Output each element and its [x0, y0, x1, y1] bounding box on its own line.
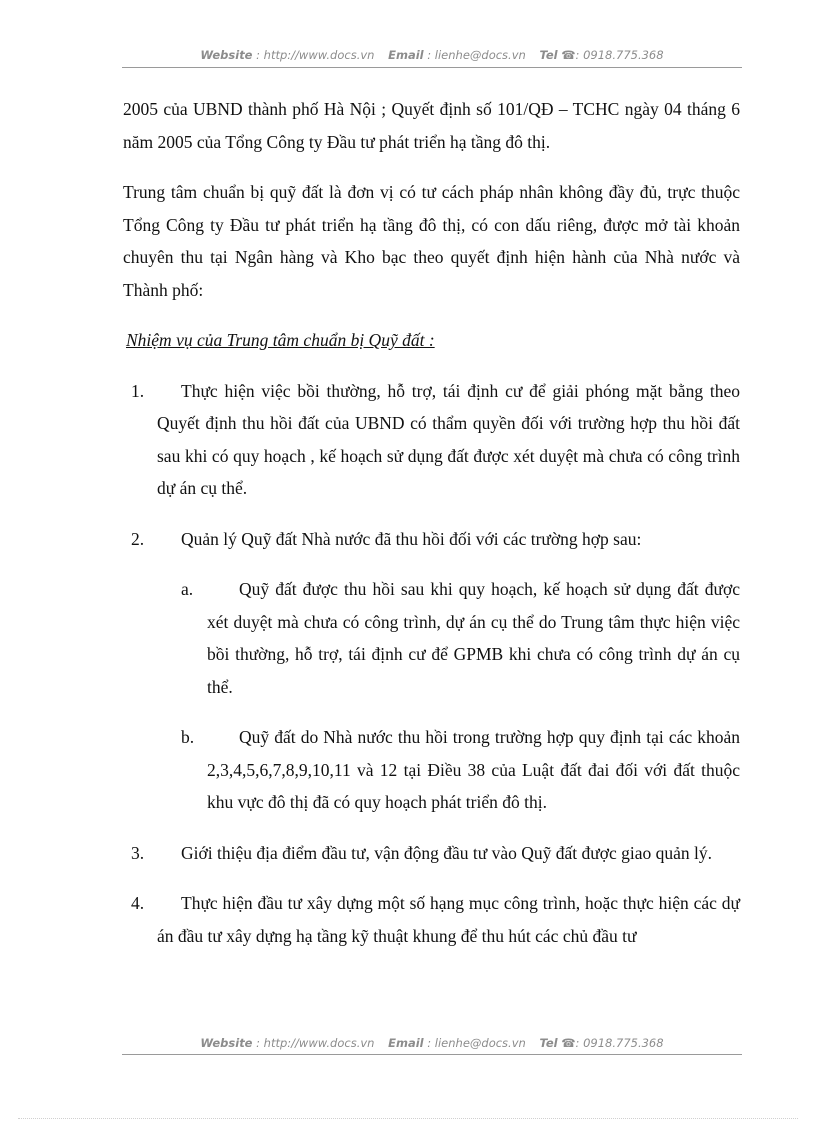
list-item — [123, 523, 740, 556]
list-item-number: 1. — [131, 380, 145, 401]
header-website-label: Website — [200, 48, 253, 62]
sub-list-item-letter: b. — [181, 727, 195, 747]
footer-email-label: Email — [388, 1036, 424, 1050]
page-header — [122, 48, 742, 62]
list-item — [123, 837, 740, 870]
paragraph-center-description: Trung tâm chuẩn bị quỹ đất là đơn vị có tư cách pháp nhân không đầy đủ, trực thuộc Tổng Công ty Đầu tư phát triển hạ tầng đô thị, có con dấu riêng, được mở tài khoản chuyên thu tại Ngân hàng và Kho bạc theo quyết định hiện hành của Nhà nước và Thành phố: — [123, 182, 740, 300]
header-email-label: Email — [388, 48, 424, 62]
footer-tel-label: Tel — [539, 1036, 558, 1050]
footer-website-label: Website — [200, 1036, 253, 1050]
page-bottom-edge — [18, 1118, 798, 1119]
sub-list-item — [123, 573, 740, 703]
list-item — [123, 887, 740, 952]
sub-list-item — [123, 721, 740, 819]
header-email-value: : lienhe@docs.vn — [427, 48, 526, 62]
list-item-text: Thực hiện việc bồi thường, hỗ trợ, tái định cư để giải phóng mặt bằng theo Quyết định thu hồi đất của UBND có thẩm quyền đối với trường hợp thu hồi đất sau khi có quy hoạch , kế hoạch sử dụng đất được xét duyệt mà chưa có công trình dự án cụ thể. — [157, 380, 740, 498]
sub-list-item-letter: a. — [181, 579, 194, 599]
sub-list-item-text: Quỹ đất được thu hồi sau khi quy hoạch, kế hoạch sử dụng đất được xét duyệt mà chưa có công trình, dự án cụ thể do Trung tâm thực hiện việc bồi thường, hỗ trợ, tái định cư để GPMB khi chưa có công trình dự án cụ thể. — [207, 579, 740, 697]
section-heading: Nhiệm vụ của Trung tâm chuẩn bị Quỹ đất : — [126, 330, 435, 350]
list-item-text: Quản lý Quỹ đất Nhà nước đã thu hồi đối với các trường hợp sau: — [181, 528, 642, 549]
list-item-number: 3. — [131, 842, 145, 863]
footer-website-value: : http://www.docs.vn — [256, 1036, 375, 1050]
header-tel-label: Tel — [539, 48, 558, 62]
footer-divider — [122, 1054, 742, 1055]
list-item — [123, 375, 740, 505]
header-website-value: : http://www.docs.vn — [256, 48, 375, 62]
page-footer — [122, 1036, 742, 1050]
list-item-number: 2. — [131, 528, 145, 549]
paragraph-intro: 2005 của UBND thành phố Hà Nội ; Quyết định số 101/QĐ – TCHC ngày 04 tháng 6 năm 2005 của Tổng Công ty Đầu tư phát triển hạ tầng đô thị. — [123, 99, 740, 152]
document-body — [123, 93, 740, 952]
list-item-number: 4. — [131, 893, 145, 913]
footer-tel-value: ☎: 0918.775.368 — [561, 1036, 664, 1050]
list-item-text: Giới thiệu địa điểm đầu tư, vận động đầu tư vào Quỹ đất được giao quản lý. — [181, 842, 713, 863]
list-item-text: Thực hiện đầu tư xây dựng một số hạng mục công trình, hoặc thực hiện các dự án đầu tư xây dựng hạ tầng kỹ thuật khung để thu hút các chủ đầu tư — [157, 893, 740, 946]
sub-list-item-text: Quỹ đất do Nhà nước thu hồi trong trường hợp quy định tại các khoản 2,3,4,5,6,7,8,9,10,11 và 12 tại Điều 38 của Luật đất đai đối với đất thuộc khu vực đô thị đã có quy hoạch phát triển đô thị. — [207, 727, 740, 812]
footer-email-value: : lienhe@docs.vn — [427, 1036, 526, 1050]
header-divider — [122, 67, 742, 68]
header-tel-value: ☎: 0918.775.368 — [561, 48, 664, 62]
